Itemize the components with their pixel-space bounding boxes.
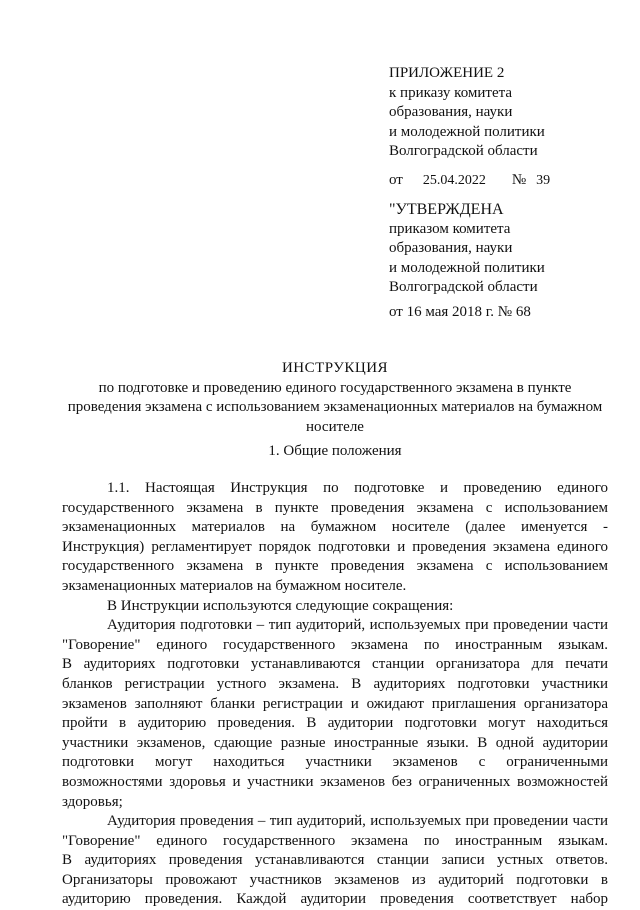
- order-from-label: от: [389, 172, 403, 188]
- body-line: экзаменационных материалов на бумажном носителе (далее именуется -: [62, 519, 608, 536]
- body-line: "Говорение" единого государственного экзамена по иностранным языкам.: [62, 636, 608, 653]
- body-line: бланков регистрации устного экзамена. В аудиториях подготовки участники: [62, 675, 608, 692]
- approved-line: Волгоградской области: [389, 279, 538, 295]
- document-subtitle-line: носителе: [306, 418, 364, 435]
- body-line: государственного экзамена в пункте проведения экзамена с использованием: [62, 558, 608, 575]
- section-title: 1. Общие положения: [268, 443, 402, 459]
- appendix-header: [389, 64, 545, 162]
- body-line: В аудиториях проведения устанавливаются станции записи устных ответов.: [62, 852, 608, 869]
- body-line: государственного экзамена в пункте проведения экзамена с использованием: [62, 499, 608, 516]
- body-text: [62, 479, 608, 910]
- document-title: ИНСТРУКЦИЯ: [281, 360, 389, 376]
- body-line: "Говорение" единого государственного экзамена по иностранным языкам.: [62, 832, 608, 849]
- body-line: подготовки могут находиться участники экзаменов с ограниченными: [62, 754, 608, 771]
- body-line: экзаменационных материалов на бумажном носителе.: [62, 577, 407, 594]
- body-line: Организаторы провожают участников экзаменов из аудиторий подготовки в: [62, 871, 608, 888]
- appendix-line: к приказу комитета: [389, 84, 513, 101]
- body-line: пройти в аудиторию проведения. В аудитории подготовки могут находиться: [62, 715, 608, 732]
- body-line: аудиторию проведения. Каждой аудитории проведения соответствует набор: [62, 891, 608, 908]
- appendix-line: образования, науки: [389, 104, 513, 120]
- appendix-line: Волгоградской области: [389, 143, 538, 159]
- order-reference: [389, 172, 550, 189]
- body-line: В аудиториях подготовки устанавливаются станции организатора для печати: [62, 656, 608, 673]
- document-subtitle-line: по подготовке и проведению единого государственного экзамена в пункте: [98, 379, 572, 396]
- approved-line: образования, науки: [389, 240, 513, 256]
- body-line: Инструкция) регламентирует порядок подготовки и проведения экзамена единого: [62, 538, 608, 555]
- order-number-label: №: [511, 172, 527, 188]
- appendix-line: и молодежной политики: [389, 123, 545, 140]
- document-title-block: [62, 359, 608, 437]
- body-line: экзаменов заполняют бланки регистрации и ожидают приглашения организатора: [62, 695, 608, 712]
- appendix-title: ПРИЛОЖЕНИЕ 2: [389, 65, 505, 81]
- body-line: 1.1. Настоящая Инструкция по подготовке и проведению единого: [107, 480, 608, 496]
- order-date: 25.04.2022: [422, 173, 486, 188]
- approved-title: "УТВЕРЖДЕНА: [389, 201, 504, 218]
- order-number: 39: [536, 173, 551, 188]
- body-line: Аудитория подготовки – тип аудиторий, используемых при проведении части: [107, 617, 608, 634]
- body-line: Аудитория проведения – тип аудиторий, используемых при проведении части: [107, 813, 608, 830]
- body-line: возможностями здоровья и участники экзаменов без ограниченных возможностей: [62, 773, 608, 790]
- document-subtitle-line: проведения экзамена с использованием экзаменационных материалов на бумажном: [67, 399, 603, 415]
- approved-line: и молодежной политики: [389, 259, 545, 276]
- approved-header: [389, 200, 545, 298]
- approved-line: приказом комитета: [389, 220, 511, 237]
- body-line: участники экзаменов, сдающие разные иностранные языки. В одной аудитории: [62, 734, 608, 751]
- approved-date-line: от 16 мая 2018 г. № 68: [389, 304, 531, 320]
- body-line: В Инструкции используются следующие сокращения:: [107, 597, 454, 614]
- body-line: здоровья;: [62, 793, 123, 810]
